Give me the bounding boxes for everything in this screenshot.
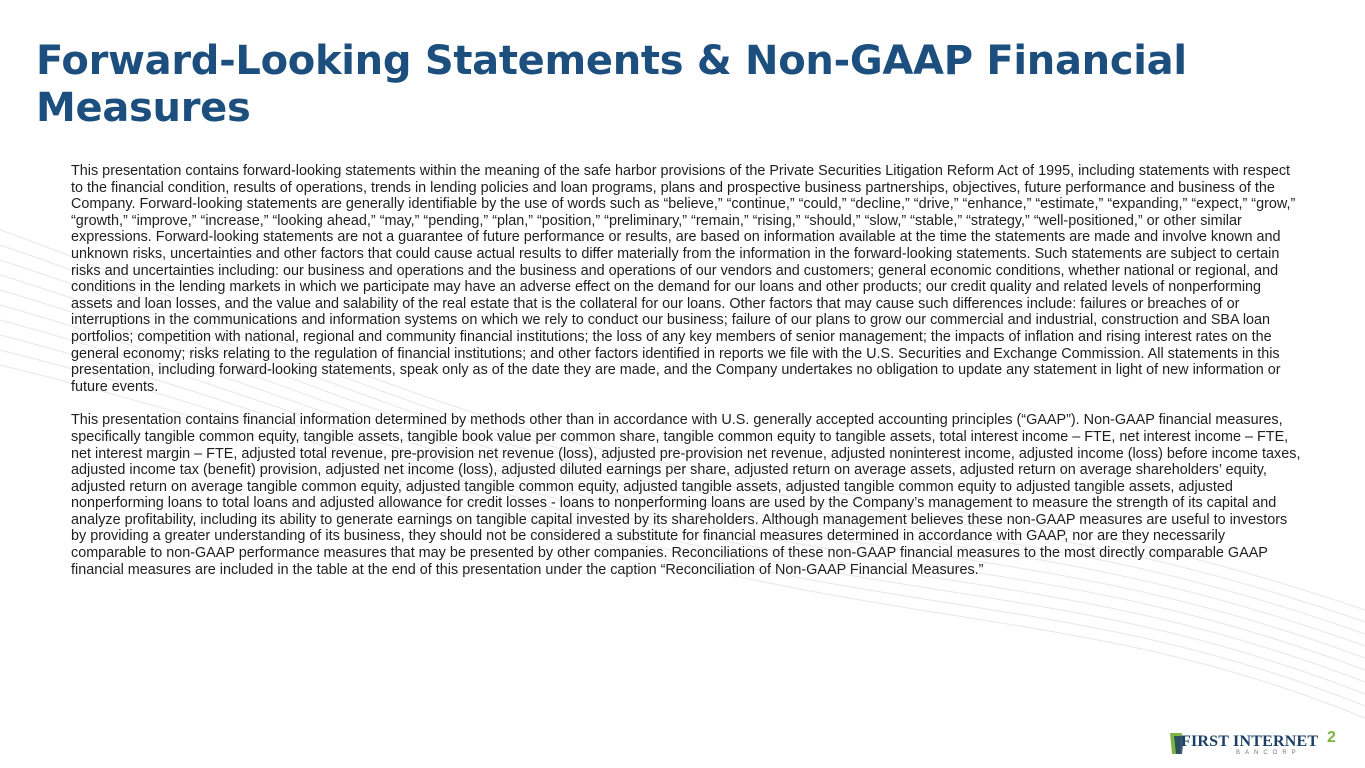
slide-body (71, 163, 1301, 595)
logo-wordmark: FIRST INTERNET (1181, 733, 1319, 750)
logo-subtitle: BANCORP (1236, 750, 1301, 756)
page-number: 2 (1327, 729, 1336, 746)
slide-title: Forward-Looking Statements & Non-GAAP Financial Measures (36, 38, 1187, 131)
non-gaap-measures-paragraph: This presentation contains financial information determined by methods other than in accordance with U.S. generally accepted accounting principles (“GAAP”). Non-GAAP financial measures, specifically tangible common equity, tangible assets, tangible book value per common share, tangible common equity to tangible assets, total interest income – FTE, net interest income – FTE, net interest margin – FTE, adjusted total revenue, pre-provision net revenue (loss), adjusted pre-provision net revenue, adjusted noninterest income, adjusted income (loss) before income taxes, adjusted income tax (benefit) provision, adjusted net income (loss), adjusted diluted earnings per share, adjusted return on average assets, adjusted return on average shareholders’ equity, adjusted return on average tangible common equity, adjusted tangible common equity, adjusted tangible assets, adjusted tangible common equity to adjusted tangible assets, adjusted nonperforming loans to total loans and adjusted allowance for credit losses - loans to nonperforming loans are used by the Company’s management to measure the strength of its capital and analyze profitability, including its ability to generate earnings on tangible capital invested by its shareholders. Although management believes these non-GAAP measures are useful to investors by providing a greater understanding of its business, they should not be considered a substitute for financial measures determined in accordance with GAAP, nor are they necessarily comparable to non-GAAP performance measures that may be presented by other companies. Reconciliations of these non-GAAP financial measures to the most directly comparable GAAP financial measures are included in the table at the end of this presentation under the caption “Reconciliation of Non-GAAP Financial Measures.” (71, 412, 1301, 578)
company-logo (1168, 730, 1319, 758)
forward-looking-statements-paragraph: This presentation contains forward-looking statements within the meaning of the safe harbor provisions of the Private Securities Litigation Reform Act of 1995, including statements with respect to the financial condition, results of operations, trends in lending policies and loan programs, plans and prospective business partnerships, objectives, future performance and business of the Company. Forward-looking statements are generally identifiable by the use of words such as “believe,” “continue,” “could,” “decline,” “drive,” “enhance,” “estimate,” “expanding,” “expect,” “grow,” “growth,” “improve,” “increase,” “looking ahead,” “may,” “pending,” “plan,” “position,” “preliminary,” “remain,” “rising,” “should,” “slow,” “stable,” “strategy,” “well-positioned,” or other similar expressions. Forward-looking statements are not a guarantee of future performance or results, are based on information available at the time the statements are made and involve known and unknown risks, uncertainties and other factors that could cause actual results to differ materially from the information in the forward-looking statements. Such statements are subject to certain risks and uncertainties including: our business and operations and the business and operations of our vendors and customers; general economic conditions, whether national or regional, and conditions in the lending markets in which we participate may have an adverse effect on the demand for our loans and other products; our credit quality and related levels of nonperforming assets and loan losses, and the value and salability of the real estate that is the collateral for our loans. Other factors that may cause such differences include: failures or breaches of or interruptions in the communications and information systems on which we rely to conduct our business; failure of our plans to grow our commercial and industrial, construction and SBA loan portfolios; competition with national, regional and community financial institutions; the loss of any key members of senior management; the impacts of inflation and rising interest rates on the general economy; risks relating to the regulation of financial institutions; and other factors identified in reports we file with the U.S. Securities and Exchange Commission. All statements in this presentation, including forward-looking statements, speak only as of the date they are made, and the Company undertakes no obligation to update any statement in light of new information or future events. (71, 163, 1296, 395)
